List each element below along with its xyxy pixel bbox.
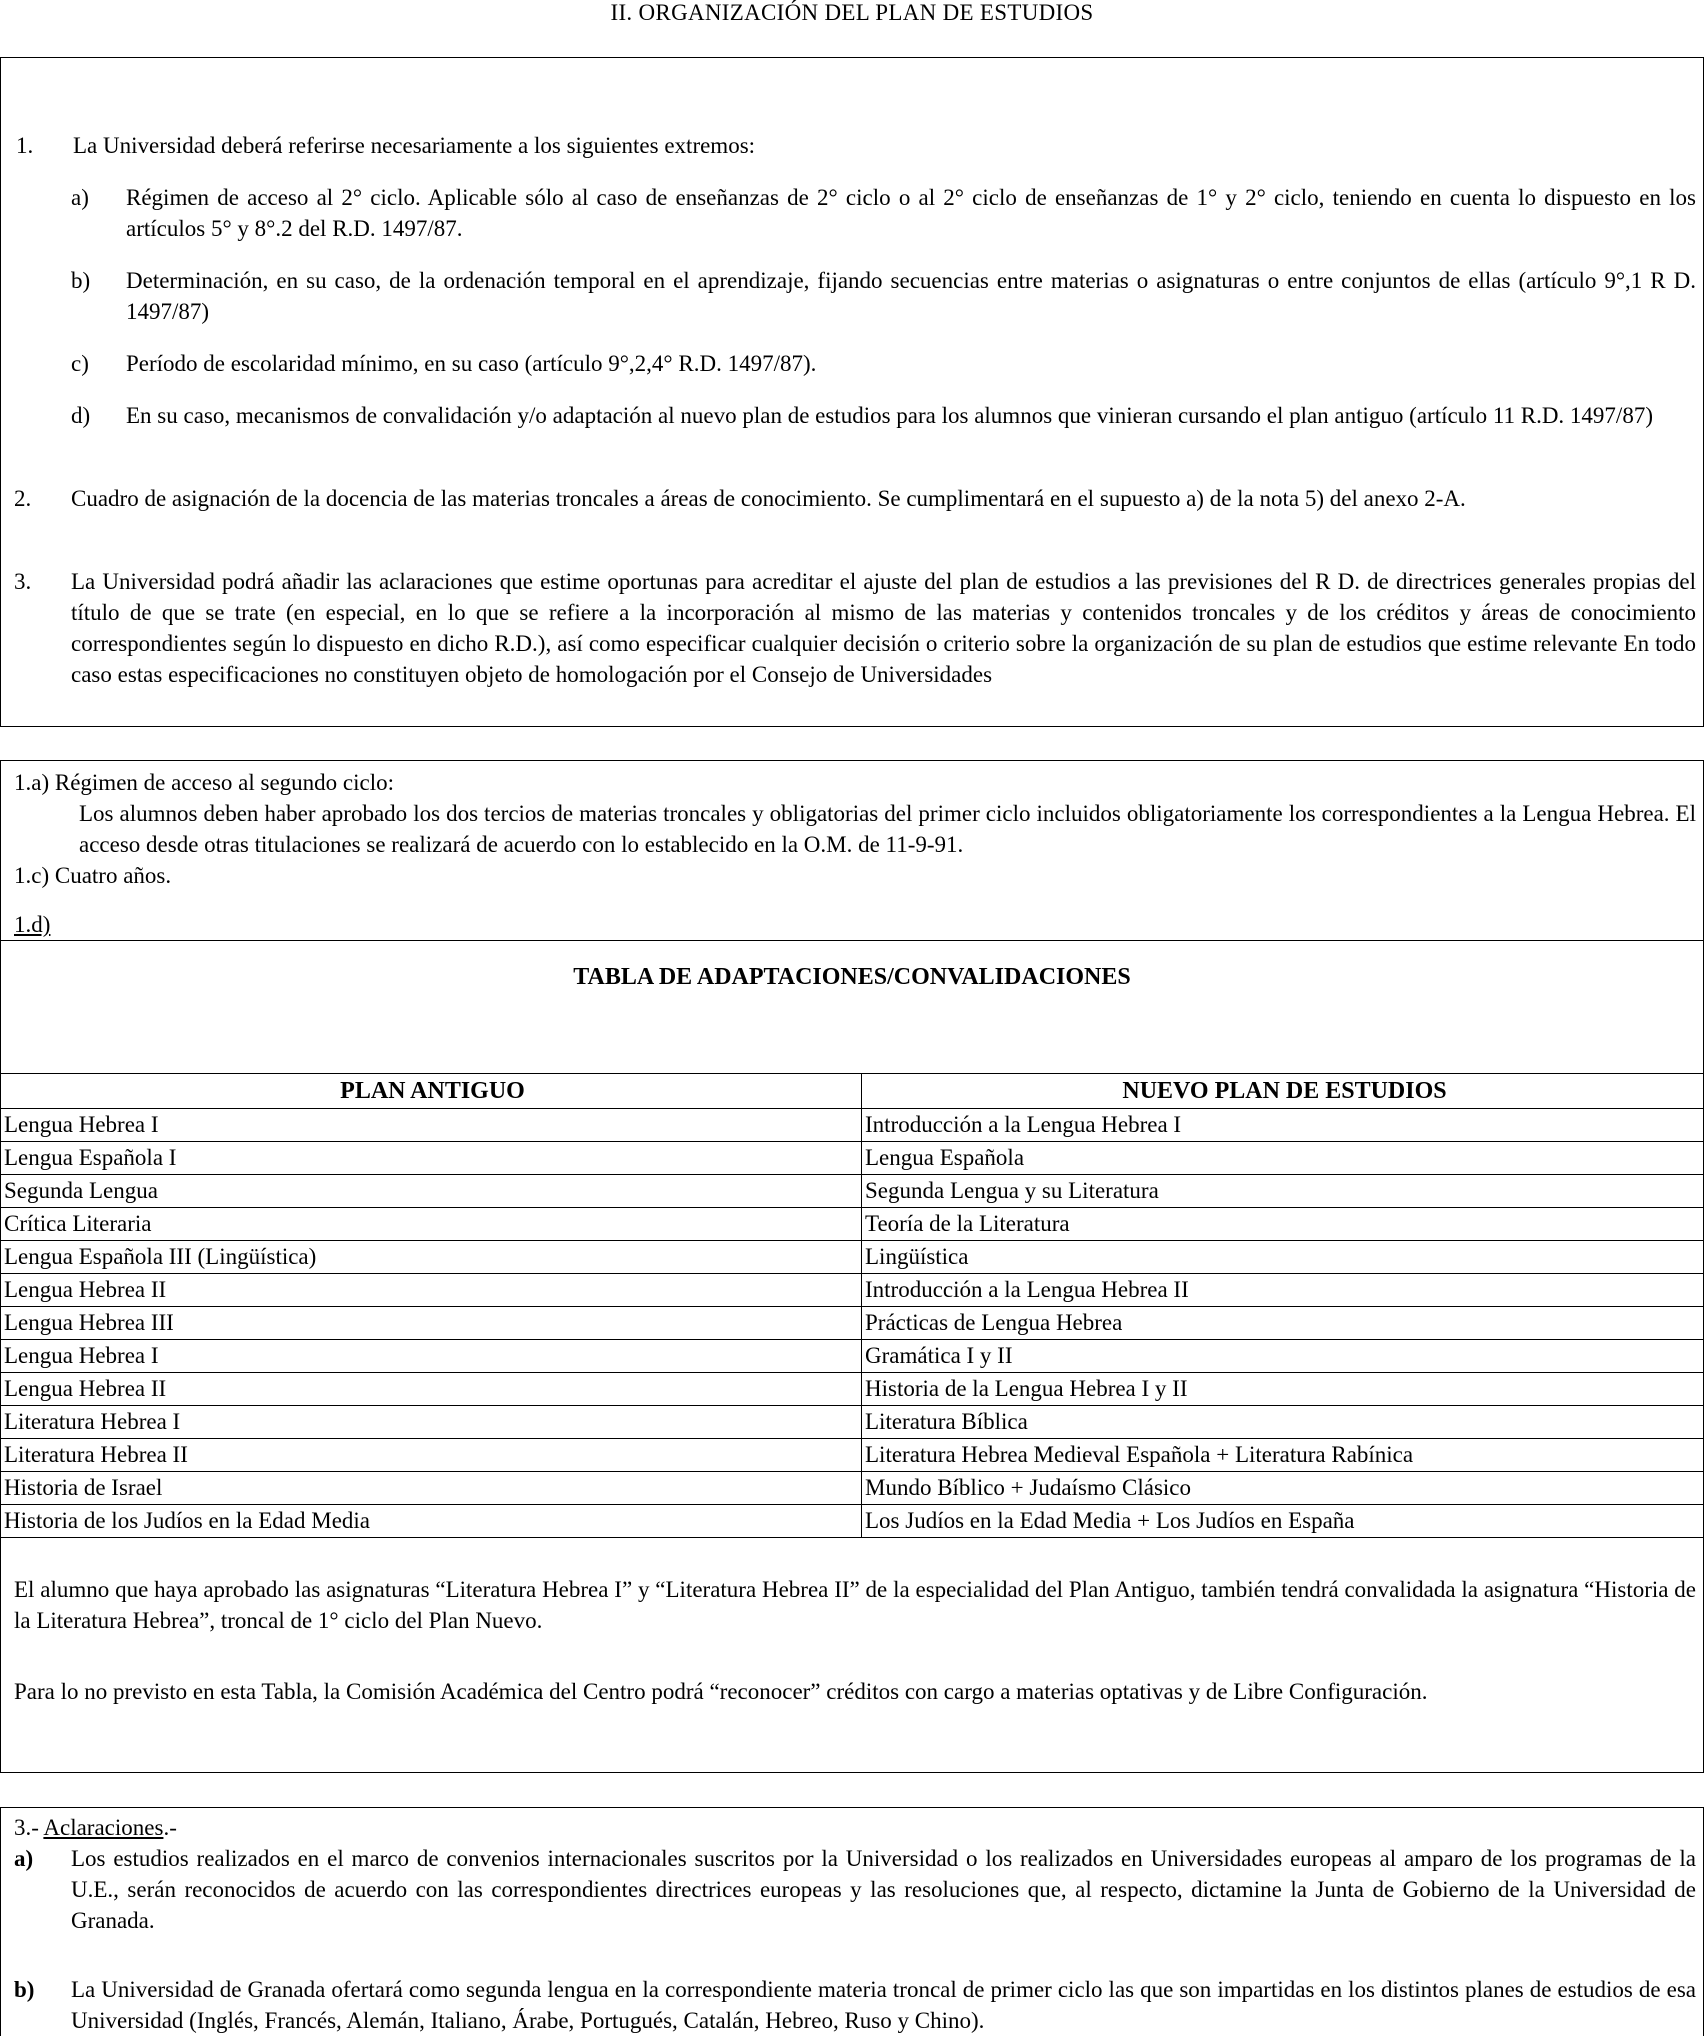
item-1-text: La Universidad deberá referirse necesariamente a los siguientes extremos: <box>73 133 756 158</box>
nuevo-plan-cell: Segunda Lengua y su Literatura <box>862 1175 1704 1208</box>
item-1a-text: Régimen de acceso al 2° ciclo. Aplicable sólo al caso de enseñanzas de 2° ciclo o al 2° ciclo de enseñanzas de 1° y 2° ciclo, teniendo en cuenta lo dispuesto en los artículos 5° y 8°.2 del R.D. 1497/87. <box>126 185 1696 241</box>
section-1c-label: 1.c) Cuatro años. <box>14 863 172 888</box>
section-1a-text: Los alumnos deben haber aprobado los dos tercios de materias troncales y obligatorias del primer ciclo incluidos obligatoriamente los correspondientes a la Lengua Hebrea. El acceso desde otras titulaciones se realizará de acuerdo con lo establecido en la O.M. de 11-9-91. <box>79 801 1696 857</box>
nuevo-plan-cell: Lingüística <box>862 1241 1704 1274</box>
table-row <box>1 1208 1704 1241</box>
recognition-note: Para lo no previsto en esta Tabla, la Comisión Académica del Centro podrá “reconocer” créditos con cargo a materias optativas y de Libre Configuración. <box>14 1679 1428 1704</box>
nuevo-plan-cell: Introducción a la Lengua Hebrea II <box>862 1274 1704 1307</box>
nuevo-plan-cell: Teoría de la Literatura <box>862 1208 1704 1241</box>
page-title: II. ORGANIZACIÓN DEL PLAN DE ESTUDIOS <box>610 0 1094 25</box>
table-title: TABLA DE ADAPTACIONES/CONVALIDACIONES <box>573 964 1131 990</box>
plan-antiguo-cell: Historia de Israel <box>1 1472 862 1505</box>
item-1d-number: d) <box>71 403 91 428</box>
item-3-number: 3. <box>14 569 32 594</box>
item-1-number: 1. <box>16 133 34 158</box>
column-header-nuevo-plan: NUEVO PLAN DE ESTUDIOS <box>862 1074 1704 1109</box>
column-header-plan-antiguo: PLAN ANTIGUO <box>1 1074 862 1109</box>
plan-antiguo-cell: Lengua Hebrea II <box>1 1274 862 1307</box>
table-row <box>1 1142 1704 1175</box>
aclaraciones-heading <box>14 1812 177 1843</box>
item-1b-number: b) <box>71 268 91 293</box>
aclaracion-b-text: La Universidad de Granada ofertará como segunda lengua en la correspondiente materia troncal de primer ciclo las que son impartidas en los distintos planes de estudios de esa Universidad (Inglés, Francés, Alemán, Italiano, Árabe, Portugués, Catalán, Hebreo, Ruso y Chino). <box>71 1977 1696 2033</box>
item-1c-text: Período de escolaridad mínimo, en su caso (artículo 9°,2,4° R.D. 1497/87). <box>126 351 817 376</box>
table-row <box>1 1109 1704 1142</box>
plan-antiguo-cell: Lengua Hebrea II <box>1 1373 862 1406</box>
aclaracion-a-text: Los estudios realizados en el marco de convenios internacionales suscritos por la Universidad o los realizados en Universidades europeas al amparo de los programas de la U.E., serán reconocidos de acuerdo con las correspondientes directrices europeas y las resoluciones que, al respecto, dictamine la Junta de Gobierno de la Universidad de Granada. <box>71 1846 1696 1933</box>
table-top-border <box>0 940 1704 941</box>
aclaracion-b-number: b) <box>14 1977 35 2002</box>
item-3-text: La Universidad podrá añadir las aclaraciones que estime oportunas para acreditar el ajuste del plan de estudios a las previsiones del R D. de directrices generales propias del título de que se trate (en especial, en lo que se refiere a la incorporación al mismo de las materias y contenidos troncales y de los créditos y áreas de conocimiento correspondientes según lo dispuesto en dicho R.D.), así como especificar cualquier decisión o criterio sobre la organización de su plan de estudios que estime relevante En todo caso estas especificaciones no constituyen objeto de homologación por el Consejo de Universidades <box>71 569 1696 687</box>
section-1a-label: 1.a) Régimen de acceso al segundo ciclo: <box>14 770 394 795</box>
conversion-table <box>0 1073 1704 1538</box>
table-row <box>1 1439 1704 1472</box>
item-1a-number: a) <box>71 185 89 210</box>
item-1c-number: c) <box>71 351 89 376</box>
table-row <box>1 1505 1704 1538</box>
plan-antiguo-cell: Segunda Lengua <box>1 1175 862 1208</box>
plan-antiguo-cell: Crítica Literaria <box>1 1208 862 1241</box>
aclaraciones-prefix: 3.- <box>14 1815 44 1840</box>
item-2-number: 2. <box>14 486 32 511</box>
nuevo-plan-cell: Prácticas de Lengua Hebrea <box>862 1307 1704 1340</box>
table-row <box>1 1340 1704 1373</box>
table-row <box>1 1241 1704 1274</box>
plan-antiguo-cell: Literatura Hebrea I <box>1 1406 862 1439</box>
table-header-row <box>1 1074 1704 1109</box>
aclaracion-a-number: a) <box>14 1846 34 1871</box>
aclaraciones-label: Aclaraciones <box>43 1815 164 1840</box>
nuevo-plan-cell: Literatura Hebrea Medieval Española + Literatura Rabínica <box>862 1439 1704 1472</box>
plan-antiguo-cell: Lengua Hebrea I <box>1 1340 862 1373</box>
item-2-text: Cuadro de asignación de la docencia de las materias troncales a áreas de conocimiento. Se cumplimentará en el supuesto a) de la nota 5) del anexo 2-A. <box>71 486 1466 511</box>
item-1b-text: Determinación, en su caso, de la ordenación temporal en el aprendizaje, fijando secuencias entre materias o asignaturas o entre conjuntos de ellas (artículo 9°,1 R D. 1497/87) <box>126 268 1696 324</box>
table-row <box>1 1274 1704 1307</box>
nuevo-plan-cell: Literatura Bíblica <box>862 1406 1704 1439</box>
nuevo-plan-cell: Lengua Española <box>862 1142 1704 1175</box>
plan-antiguo-cell: Lengua Hebrea I <box>1 1109 862 1142</box>
table-row <box>1 1307 1704 1340</box>
plan-antiguo-cell: Lengua Hebrea III <box>1 1307 862 1340</box>
table-row <box>1 1472 1704 1505</box>
nuevo-plan-cell: Introducción a la Lengua Hebrea I <box>862 1109 1704 1142</box>
plan-antiguo-cell: Lengua Española III (Lingüística) <box>1 1241 862 1274</box>
plan-antiguo-cell: Literatura Hebrea II <box>1 1439 862 1472</box>
nuevo-plan-cell: Gramática I y II <box>862 1340 1704 1373</box>
nuevo-plan-cell: Los Judíos en la Edad Media + Los Judíos en España <box>862 1505 1704 1538</box>
aclaraciones-suffix: .- <box>163 1815 177 1840</box>
table-row <box>1 1406 1704 1439</box>
item-1d-text: En su caso, mecanismos de convalidación y/o adaptación al nuevo plan de estudios para los alumnos que vinieran cursando el plan antiguo (artículo 11 R.D. 1497/87) <box>126 403 1653 428</box>
nuevo-plan-cell: Mundo Bíblico + Judaísmo Clásico <box>862 1472 1704 1505</box>
table-row <box>1 1373 1704 1406</box>
nuevo-plan-cell: Historia de la Lengua Hebrea I y II <box>862 1373 1704 1406</box>
convalidation-note: El alumno que haya aprobado las asignaturas “Literatura Hebrea I” y “Literatura Hebrea II” de la especialidad del Plan Antiguo, también tendrá convalidada la asignatura “Historia de la Literatura Hebrea”, troncal de 1° ciclo del Plan Nuevo. <box>14 1577 1696 1633</box>
plan-antiguo-cell: Historia de los Judíos en la Edad Media <box>1 1505 862 1538</box>
table-row <box>1 1175 1704 1208</box>
plan-antiguo-cell: Lengua Española I <box>1 1142 862 1175</box>
section-1d-label: 1.d) <box>14 912 51 937</box>
